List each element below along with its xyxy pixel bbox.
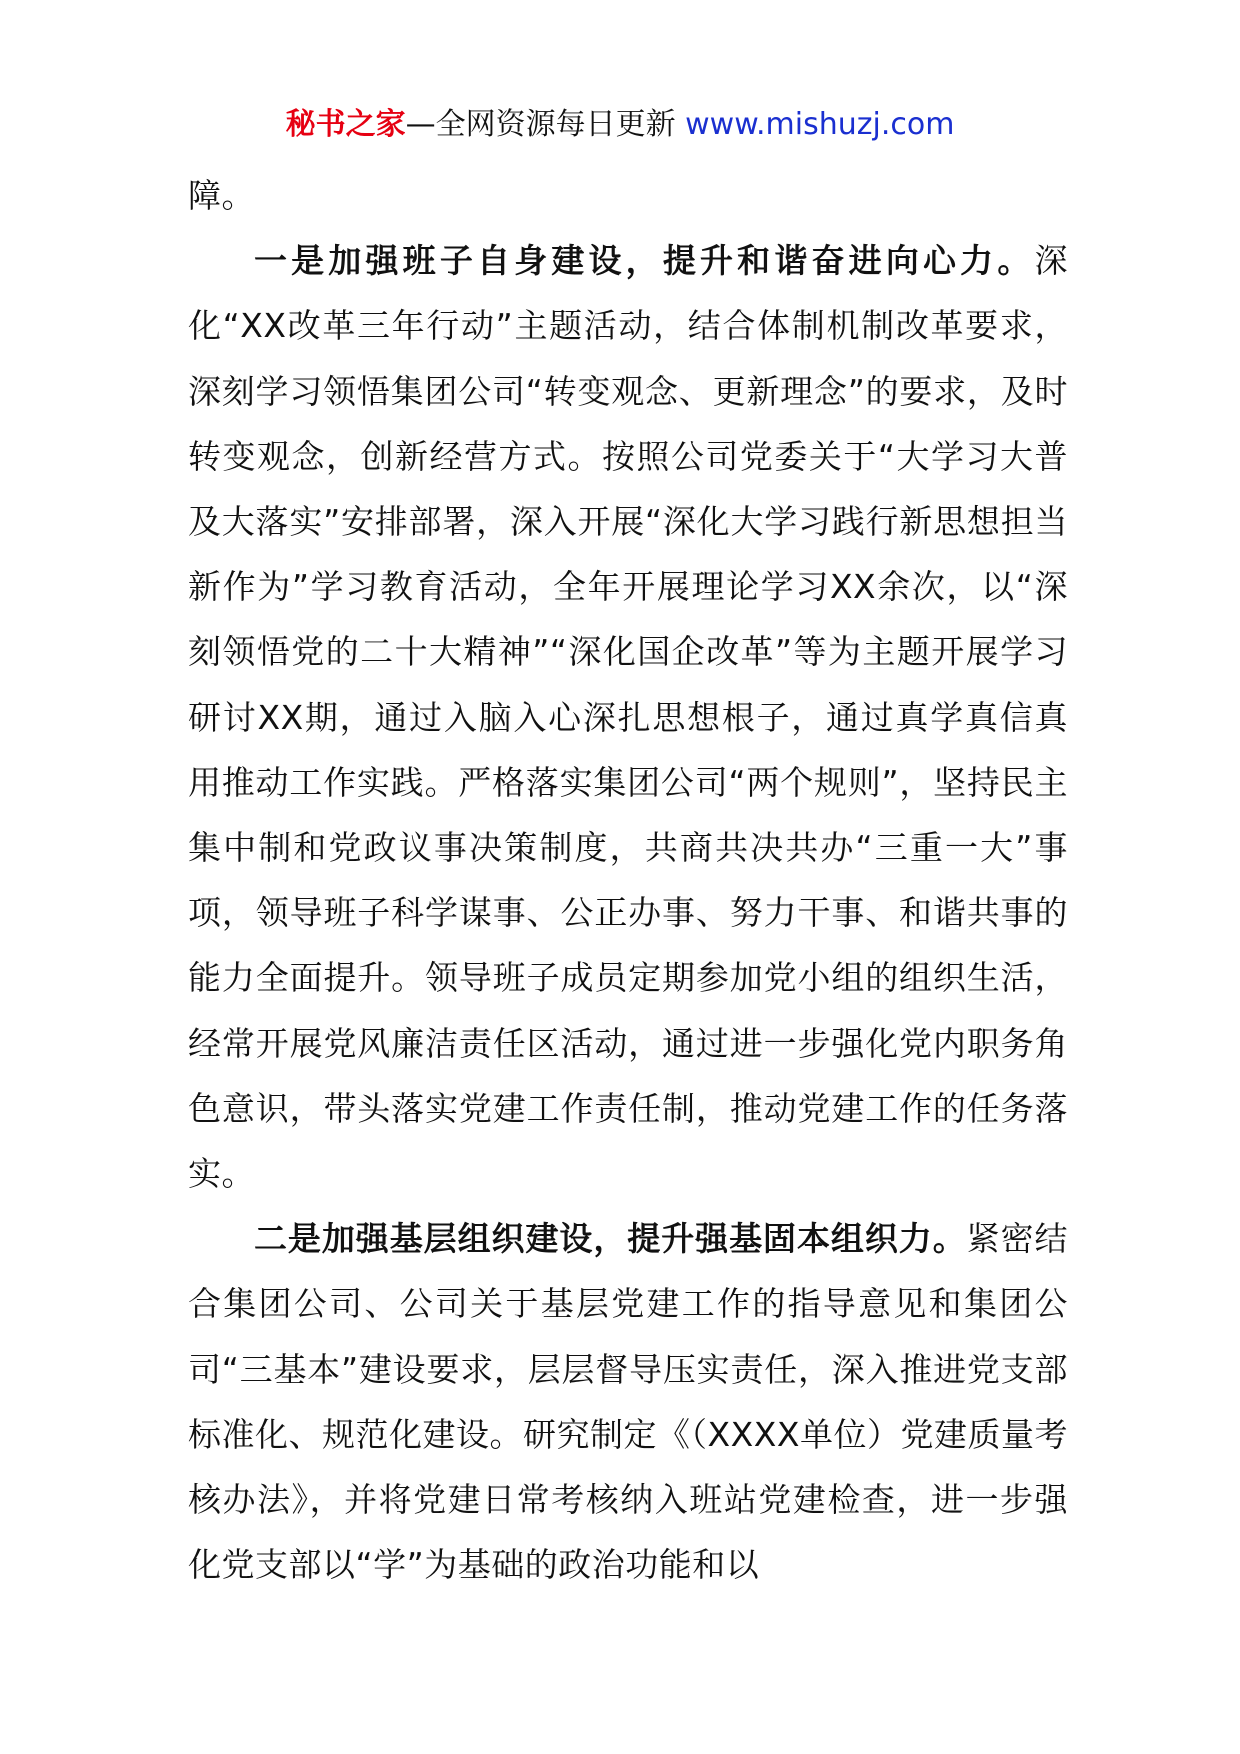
document-body: [188, 163, 1068, 1597]
paragraph-2: [188, 1206, 1068, 1597]
header-tagline: —全网资源每日更新: [405, 107, 676, 142]
paragraph-1-text: 深化“XX改革三年行动”主题活动，结合体制机制改革要求，深刻学习领悟集团公司“转变观念、更新理念”的要求，及时转变观念，创新经营方式。按照公司党委关于“大学习大普及大落实”安排部署，深入开展“深化大学习践行新思想担当新作为”学习教育活动，全年开展理论学习XX余次，以“深刻领悟党的二十大精神”“深化国企改革”等为主题开展学习研讨XX期，通过入脑入心深扎思想根子，通过真学真信真用推动工作实践。严格落实集团公司“两个规则”，坚持民主集中制和党政议事决策制度，共商共决共办“三重一大”事项，领导班子科学谋事、公正办事、努力干事、和谐共事的能力全面提升。领导班子成员定期参加党小组的组织生活，经常开展党风廉洁责任区活动，通过进一步强化党内职务角色意识，带头落实党建工作责任制，推动党建工作的任务落实。: [188, 241, 1068, 1194]
continuation-fragment: 障。: [188, 176, 255, 215]
paragraph-1: [188, 228, 1068, 1206]
paragraph-1-heading: 一是加强班子自身建设，提升和谐奋进向心力。: [254, 241, 1035, 281]
paragraph-2-heading: 二是加强基层组织建设，提升强基固本组织力。: [254, 1219, 967, 1259]
header-url-link[interactable]: www.mishuzj.com: [685, 107, 955, 142]
header-brand: 秘书之家: [285, 107, 406, 142]
paragraph-2-text: 紧密结合集团公司、公司关于基层党建工作的指导意见和集团公司“三基本”建设要求，层层督导压实责任，深入推进党支部标准化、规范化建设。研究制定《（XXXX单位）党建质量考核办法》，并将党建日常考核纳入班站党建检查，进一步强化党支部以“学”为基础的政治功能和以: [188, 1219, 1069, 1585]
page-header: [0, 100, 1240, 150]
